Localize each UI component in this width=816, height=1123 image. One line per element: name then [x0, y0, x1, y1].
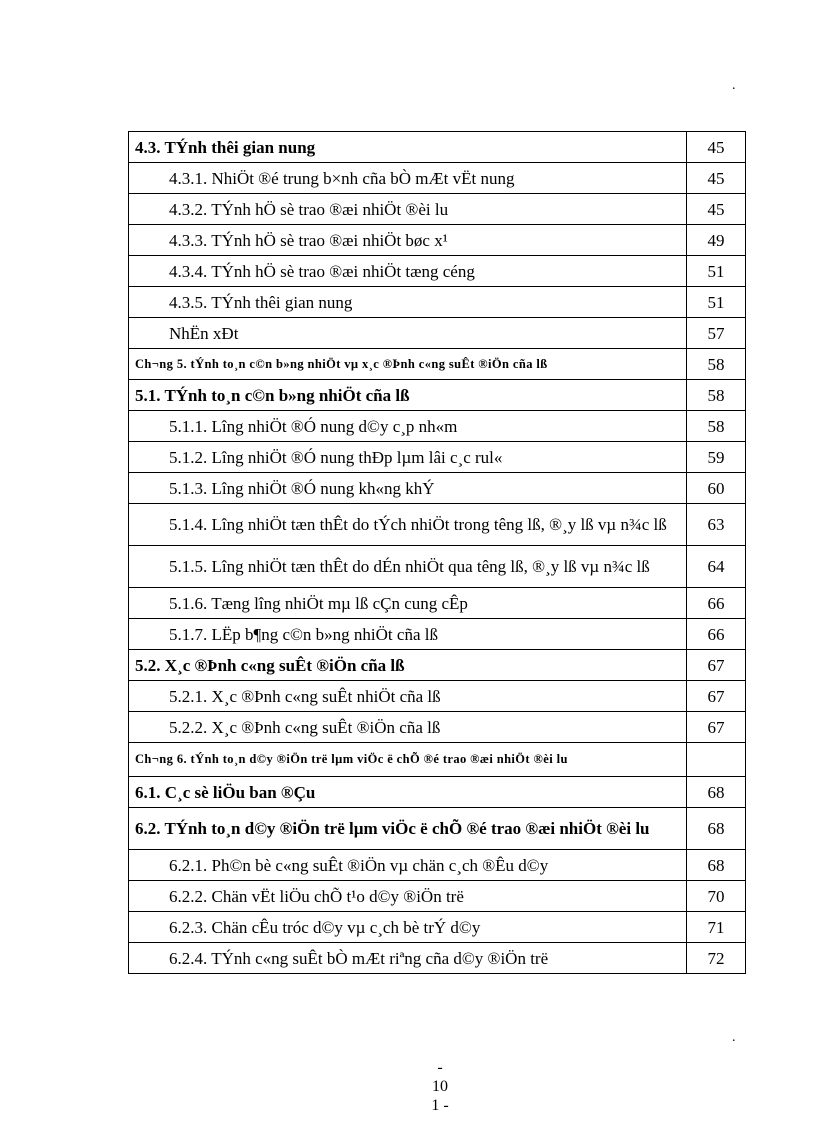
toc-entry-title: Ch¬ng 6. tÝnh to¸n d©y ®iÖn trë lµm viÖc ë chÕ ®é trao ®æi nhiÖt ®èi lu	[129, 743, 687, 777]
toc-entry-page: 70	[687, 881, 746, 912]
toc-entry-title: 6.2.1. Ph©n bè c«ng suÊt ®iÖn vµ chän c¸ch ®Êu d©y	[129, 850, 687, 881]
toc-entry-title: 4.3. TÝnh thêi gian nung	[129, 132, 687, 163]
toc-entry-title: NhËn xÐt	[129, 318, 687, 349]
toc-entry-page: 71	[687, 912, 746, 943]
toc-row	[129, 318, 746, 349]
toc-row	[129, 442, 746, 473]
toc-entry-page: 68	[687, 808, 746, 850]
toc-body	[129, 132, 746, 974]
bottom-dot: .	[732, 1030, 736, 1045]
page-number-line-3: 1 -	[431, 1097, 449, 1114]
toc-row	[129, 411, 746, 442]
toc-row	[129, 546, 746, 588]
toc-entry-title: 5.1.1. Lîng nhiÖt ®Ó nung d©y c¸p nh«m	[129, 411, 687, 442]
toc-row	[129, 588, 746, 619]
toc-entry-page: 64	[687, 546, 746, 588]
page-number-line-2: 10	[432, 1078, 448, 1095]
toc-entry-page: 51	[687, 287, 746, 318]
toc-entry-title: 6.2.4. TÝnh c«ng suÊt bÒ mÆt riªng cña d©y ®iÖn trë	[129, 943, 687, 974]
toc-row	[129, 504, 746, 546]
toc-row	[129, 943, 746, 974]
toc-entry-page: 58	[687, 380, 746, 411]
toc-entry-page: 59	[687, 442, 746, 473]
toc-row	[129, 650, 746, 681]
toc-entry-title: 5.2.1. X¸c ®Þnh c«ng suÊt nhiÖt cña lß	[129, 681, 687, 712]
toc-entry-page: 58	[687, 411, 746, 442]
toc-entry-page: 45	[687, 163, 746, 194]
toc-row	[129, 912, 746, 943]
page-number-line-1: -	[437, 1059, 443, 1076]
toc-entry-title: 5.1.3. Lîng nhiÖt ®Ó nung kh«ng khÝ	[129, 473, 687, 504]
toc-entry-title: 5.1.7. LËp b¶ng c©n b»ng nhiÖt cña lß	[129, 619, 687, 650]
toc-entry-title: 5.1.6. Tæng lîng nhiÖt mµ lß cÇn cung cÊp	[129, 588, 687, 619]
toc-entry-page: 49	[687, 225, 746, 256]
toc-entry-page	[687, 743, 746, 777]
toc-row	[129, 850, 746, 881]
toc-entry-title: 6.1. C¸c sè liÖu ban ®Çu	[129, 777, 687, 808]
toc-entry-page: 57	[687, 318, 746, 349]
toc-row	[129, 743, 746, 777]
toc-row	[129, 132, 746, 163]
toc-row	[129, 349, 746, 380]
toc-entry-page: 60	[687, 473, 746, 504]
toc-row	[129, 256, 746, 287]
toc-entry-title: 4.3.2. TÝnh hÖ sè trao ®æi nhiÖt ®èi lu	[129, 194, 687, 225]
toc-entry-page: 45	[687, 194, 746, 225]
toc-entry-title: 6.2.3. Chän cÊu tróc d©y vµ c¸ch bè trÝ d©y	[129, 912, 687, 943]
toc-row	[129, 225, 746, 256]
toc-entry-title: 5.2. X¸c ®Þnh c«ng suÊt ®iÖn cña lß	[129, 650, 687, 681]
toc-entry-page: 45	[687, 132, 746, 163]
toc-entry-title: 5.1.4. Lîng nhiÖt tæn thÊt do tÝch nhiÖt trong têng lß, ®¸y lß vµ n¾c lß	[129, 504, 687, 546]
toc-row	[129, 777, 746, 808]
toc-entry-title: 5.2.2. X¸c ®Þnh c«ng suÊt ®iÖn cña lß	[129, 712, 687, 743]
toc-row	[129, 194, 746, 225]
table-of-contents	[128, 131, 746, 974]
page-number	[400, 1058, 480, 1115]
toc-entry-title: 5.1.5. Lîng nhiÖt tæn thÊt do dÉn nhiÖt qua têng lß, ®¸y lß vµ n¾c lß	[129, 546, 687, 588]
toc-entry-page: 67	[687, 650, 746, 681]
toc-entry-title: 4.3.5. TÝnh thêi gian nung	[129, 287, 687, 318]
toc-entry-page: 68	[687, 777, 746, 808]
toc-entry-page: 63	[687, 504, 746, 546]
toc-entry-page: 51	[687, 256, 746, 287]
toc-row	[129, 163, 746, 194]
toc-entry-title: 4.3.1. NhiÖt ®é trung b×nh cña bÒ mÆt vËt nung	[129, 163, 687, 194]
toc-entry-title: 5.1. TÝnh to¸n c©n b»ng nhiÖt cña lß	[129, 380, 687, 411]
toc-entry-page: 72	[687, 943, 746, 974]
toc-entry-title: 4.3.4. TÝnh hÖ sè trao ®æi nhiÖt tæng céng	[129, 256, 687, 287]
toc-entry-title: 6.2. TÝnh to¸n d©y ®iÖn trë lµm viÖc ë chÕ ®é trao ®æi nhiÖt ®èi lu	[129, 808, 687, 850]
toc-row	[129, 712, 746, 743]
toc-entry-page: 66	[687, 588, 746, 619]
toc-row	[129, 619, 746, 650]
toc-entry-page: 67	[687, 681, 746, 712]
top-dot: .	[732, 78, 736, 93]
toc-row	[129, 881, 746, 912]
toc-entry-page: 67	[687, 712, 746, 743]
toc-entry-page: 58	[687, 349, 746, 380]
toc-row	[129, 380, 746, 411]
toc-row	[129, 808, 746, 850]
toc-entry-title: 4.3.3. TÝnh hÖ sè trao ®æi nhiÖt bøc x¹	[129, 225, 687, 256]
toc-row	[129, 287, 746, 318]
toc-entry-page: 66	[687, 619, 746, 650]
toc-entry-title: 5.1.2. Lîng nhiÖt ®Ó nung thÐp lµm lâi c¸c rul«	[129, 442, 687, 473]
toc-entry-title: Ch¬ng 5. tÝnh to¸n c©n b»ng nhiÖt vµ x¸c ®Þnh c«ng suÊt ®iÖn cña lß	[129, 349, 687, 380]
toc-entry-title: 6.2.2. Chän vËt liÖu chÕ t¹o d©y ®iÖn trë	[129, 881, 687, 912]
toc-entry-page: 68	[687, 850, 746, 881]
toc-row	[129, 473, 746, 504]
toc-row	[129, 681, 746, 712]
